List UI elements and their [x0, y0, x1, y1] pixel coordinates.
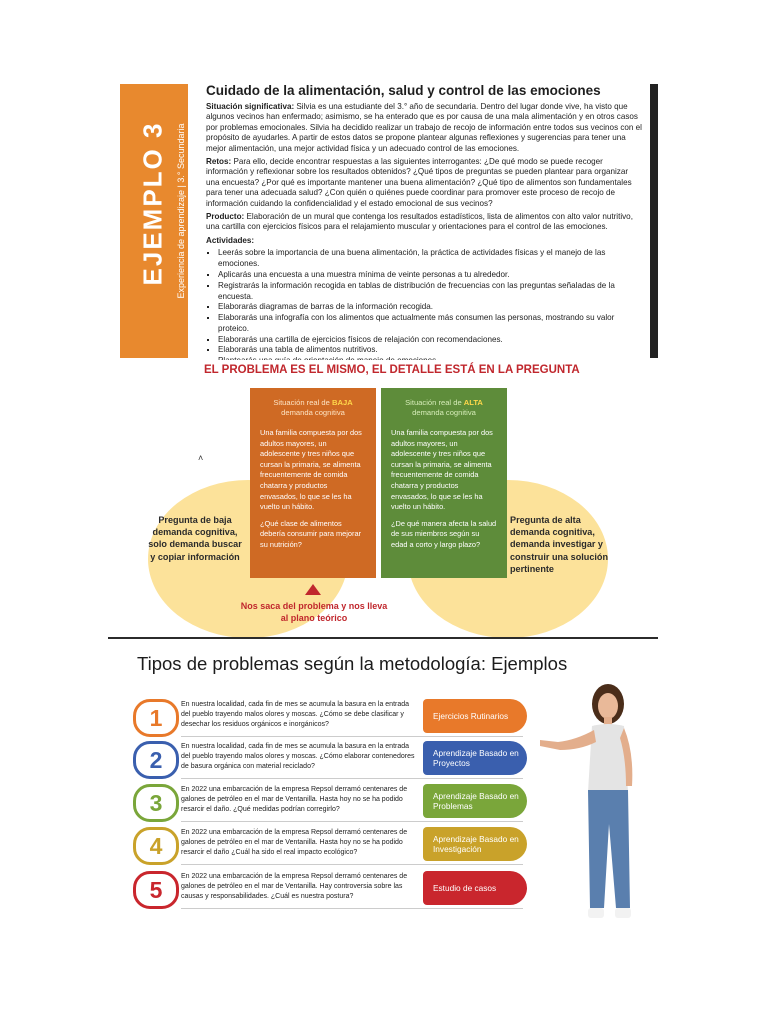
row-method-label: Estudio de casos: [423, 871, 527, 905]
low-demand-description: Pregunta de baja demanda cognitiva, solo demanda buscar y copiar información: [148, 515, 242, 562]
problem-type-row: [133, 699, 527, 735]
row-number-badge: 3: [133, 784, 179, 822]
row-divider: [181, 736, 523, 737]
left-shoe: [588, 908, 604, 918]
high-demand-question: ¿De qué manera afecta la salud de sus miembros según su edad a corto y largo plazo?: [391, 518, 497, 549]
high-demand-description: Pregunta de alta demanda cognitiva, demanda investigar y construir una solución pertinente: [510, 515, 609, 574]
low-demand-question: ¿Qué clase de alimentos debería consumir para mejorar su nutrición?: [260, 518, 362, 549]
row-number-badge: 5: [133, 871, 179, 909]
problem-type-row: [133, 741, 527, 777]
header-prefix: Situación real de: [273, 398, 332, 407]
problem-type-row: [133, 827, 527, 863]
video-progress-divider: [108, 637, 658, 639]
low-demand-situation: Una familia compuesta por dos adultos mayores, un adolescente y tres niños que cursan la primaria, se alimenta frecuentemente de comida chatarra y productos envasados, lo que se les ha vuelto un hábito.: [260, 428, 362, 512]
actividad-item: ▪ Leerás sobre la importancia de una buena alimentación, la práctica de actividades físicas y el manejo de las emociones.: [218, 248, 642, 270]
actividad-item: ▪ Elaborarás una cartilla de ejercicios físicos de relajación con recomendaciones.: [218, 335, 642, 346]
example-3-card: [120, 84, 658, 358]
example-title: Cuidado de la alimentación, salud y control de las emociones: [206, 83, 601, 98]
row-method-label: Aprendizaje Basado en Proyectos: [423, 741, 527, 775]
retos-label: Retos:: [206, 156, 232, 166]
example-side-band: [120, 84, 188, 358]
actividades-list: [206, 248, 642, 367]
row-method-label: Aprendizaje Basado en Problemas: [423, 784, 527, 818]
row-number-badge: 4: [133, 827, 179, 865]
row-method-label: Ejercicios Rutinarios: [423, 699, 527, 733]
pointing-arm: [540, 730, 596, 750]
situacion-text: Silvia es una estudiante del 3.° año de secundaria. Dentro del lugar donde vive, ha visto que algunos vecinos han enfermado; asimismo, se ha enterado que es por causa de una mala alimentación y en otros casos por problemas emocionales. Silvia ha decidido realizar un trabajo de recojo de información entre todos sus vecinos con el propósito de ayudarles. A partir de estos datos se propone plantear algunas reflexiones y sugerencias para tener una mejor alimentación, una mejor actividad física y un adecuado control de las emociones.: [206, 101, 642, 153]
producto-text: Elaboración de un mural que contenga los resultados estadísticos, lista de alimentos con alto valor nutritivo, una cartilla con ejercicios físicos para el relajamiento muscular y orientaciones para el control de las emociones.: [206, 211, 633, 232]
header-prefix: Situación real de: [405, 398, 464, 407]
row-example-text: En 2022 una embarcación de la empresa Repsol derramó centenares de galones de petróleo en el mar de Ventanilla. Hasta hoy no se ha podido resarcir el daño ¿Cuál ha sido el real impacto ecológico?: [181, 829, 408, 856]
diagram-title: EL PROBLEMA ES EL MISMO, EL DETALLE ESTÁ EN LA PREGUNTA: [204, 364, 580, 376]
header-level: ALTA: [463, 398, 483, 407]
row-divider: [181, 821, 523, 822]
problem-question-diagram: [108, 360, 658, 638]
face: [598, 693, 618, 719]
low-demand-card: [250, 388, 376, 578]
situacion-label: Situación significativa:: [206, 101, 295, 111]
theory-note: Nos saca del problema y nos lleva al plano teórico: [240, 601, 388, 623]
header-suffix: demanda cognitiva: [412, 408, 476, 417]
problem-type-row: [133, 871, 527, 907]
problem-type-row: [133, 784, 527, 820]
actividad-item: ▪ Elaborarás una infografía con los alimentos que actualmente más consumen las personas, mostrando su valor proteico.: [218, 313, 642, 335]
pointing-woman-illustration: [536, 682, 642, 932]
actividad-item: ▪ Aplicarás una encuesta a una muestra mínima de veinte personas a tu alrededor.: [218, 270, 642, 281]
producto-paragraph: [206, 212, 642, 233]
example-number: EJEMPLO 3: [137, 121, 168, 286]
high-demand-header: [381, 388, 507, 418]
up-triangle-icon: [305, 584, 321, 595]
row-example-text: En nuestra localidad, cada fin de mes se acumula la basura en la entrada del pueblo trayendo malos olores y moscas. ¿Cómo se debe clasificar y desechar los residuos orgánicos e inorgánicos?: [181, 701, 410, 728]
section-title: Tipos de problemas según la metodología: Ejemplos: [137, 653, 568, 674]
right-shoe: [615, 908, 631, 918]
retos-paragraph: [206, 157, 642, 210]
example-content: [206, 83, 642, 367]
header-level: BAJA: [332, 398, 353, 407]
header-suffix: demanda cognitiva: [281, 408, 345, 417]
blue-jeans: [588, 790, 630, 908]
mouse-cursor-icon: ˄: [198, 453, 204, 463]
actividad-item: ▪ Elaborarás diagramas de barras de la información recogida.: [218, 302, 642, 313]
row-number-badge: 2: [133, 741, 179, 779]
high-demand-card: [381, 388, 507, 578]
row-method-label: Aprendizaje Basado en Investigación: [423, 827, 527, 861]
low-demand-header: [250, 388, 376, 418]
high-demand-situation: Una familia compuesta por dos adultos mayores, un adolescente y tres niños que cursan la primaria, se alimenta frecuentemente de comida chatarra y productos envasados, lo que se les ha vuelto un hábito.: [391, 428, 493, 512]
experience-label: Experiencia de aprendizaje | 3.° Secundaria: [176, 123, 186, 299]
row-divider: [181, 908, 523, 909]
row-example-text: En nuestra localidad, cada fin de mes se acumula la basura en la entrada del pueblo trayendo malos olores y moscas. ¿Cómo elaborar contenedores de basura orgánica con material reciclado?: [181, 743, 415, 770]
actividad-item: ▪ Elaborarás una tabla de alimentos nutritivos.: [218, 345, 642, 356]
row-example-text: En 2022 una embarcación de la empresa Repsol derramó centenares de galones de petróleo en el mar de Ventanilla. Hay controversia sobre las causas y responsabilidades. ¿Cuál es nuestra postura?: [181, 873, 408, 900]
retos-text: Para ello, decide encontrar respuestas a las siguientes interrogantes: ¿De qué modo se puede recoger información y reflexionar sobre los resultados obtenidos? ¿Qué tipos de preguntas se pueden plantear para organizar una encuesta? ¿Por qué es importante mantener una buena alimentación? ¿Qué tipo de alimentos son fundamentales para tener una adecuada salud? ¿Con quién o quiénes puede coordinar para promover este proceso de recojo de información cuidando la confidencialidad y el estado emocional de sus vecinos?: [206, 156, 632, 208]
right-edge-bar: [650, 84, 658, 358]
situacion-paragraph: [206, 102, 642, 155]
actividad-item: ▪ Registrarás la información recogida en tablas de distribución de frecuencias con las preguntas señaladas de la encuesta.: [218, 281, 642, 303]
producto-label: Producto:: [206, 211, 245, 221]
row-number-badge: 1: [133, 699, 179, 737]
row-example-text: En 2022 una embarcación de la empresa Repsol derramó centenares de galones de petróleo en el mar de Ventanilla. Hasta hoy no se ha podido resarcir el daño. ¿Qué medidas podrían corregirlo?: [181, 786, 408, 813]
row-divider: [181, 778, 523, 779]
row-divider: [181, 864, 523, 865]
neck: [604, 717, 612, 725]
actividades-label: Actividades:: [206, 235, 255, 245]
